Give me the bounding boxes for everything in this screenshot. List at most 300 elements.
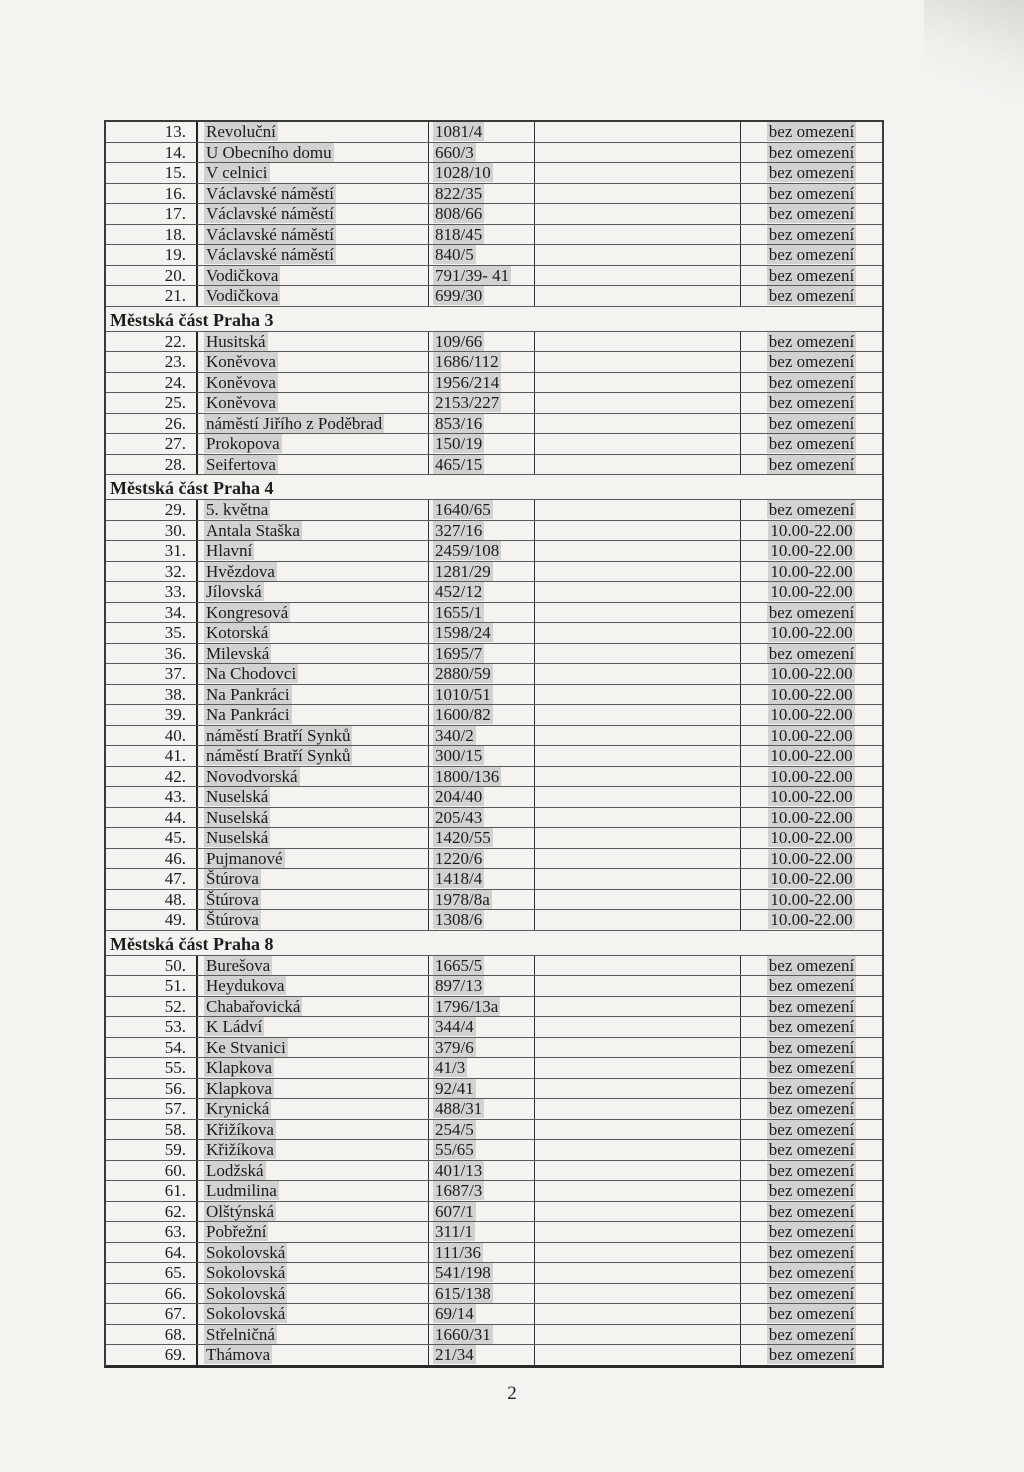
time-restriction — [740, 869, 882, 889]
empty-cell — [534, 204, 740, 224]
parcel-number — [428, 1058, 534, 1078]
section-heading: Městská část Praha 8 — [106, 931, 882, 956]
row-number: 56. — [164, 1078, 186, 1098]
empty-cell — [534, 956, 740, 976]
row-number: 19. — [164, 245, 186, 264]
street-name-text: Nuselská — [206, 787, 269, 806]
street-name-text: 5. května — [206, 500, 269, 519]
time-restriction-text: bez omezení — [768, 434, 855, 453]
parcel-number — [428, 414, 534, 434]
table-row — [106, 890, 882, 911]
street-name — [196, 414, 428, 434]
street-name-text: Pujmanové — [206, 848, 283, 868]
time-restriction — [740, 562, 882, 582]
table-row — [106, 746, 882, 767]
street-name-text: Štúrova — [206, 910, 259, 929]
street-name-text: Václavské náměstí — [206, 204, 334, 223]
parcel-number-text: 615/138 — [435, 1283, 491, 1303]
parcel-number-text: 254/5 — [435, 1119, 474, 1139]
empty-cell — [534, 434, 740, 454]
time-restriction — [740, 910, 882, 930]
street-name-text: Chabařovická — [206, 996, 301, 1016]
street-name-text: Hlavní — [206, 541, 253, 560]
parcel-number-text: 1956/214 — [435, 372, 500, 392]
empty-cell — [534, 373, 740, 393]
street-name-text: Sokolovská — [206, 1242, 286, 1262]
street-name — [196, 266, 428, 286]
time-restriction — [740, 956, 882, 976]
time-restriction — [740, 1202, 882, 1222]
empty-cell — [534, 1243, 740, 1263]
street-name-text: Antala Staška — [206, 520, 300, 540]
time-restriction-text: bez omezení — [768, 1304, 855, 1323]
empty-cell — [534, 767, 740, 787]
time-restriction — [740, 726, 882, 746]
street-name — [196, 163, 428, 183]
empty-cell — [534, 143, 740, 163]
parcel-number-text: 109/66 — [435, 331, 483, 351]
parcel-number-text: 1418/4 — [435, 869, 483, 888]
parcel-number-text: 69/14 — [435, 1304, 474, 1323]
table-row — [106, 705, 882, 726]
time-restriction — [740, 603, 882, 623]
parcel-number — [428, 1325, 534, 1345]
table-row — [106, 869, 882, 890]
table-row — [106, 1058, 882, 1079]
time-restriction — [740, 225, 882, 245]
time-restriction-text: bez omezení — [768, 996, 855, 1016]
time-restriction-text: 10.00-22.00 — [770, 910, 853, 929]
parcel-number — [428, 122, 534, 142]
row-number: 47. — [164, 869, 186, 888]
table-row — [106, 664, 882, 685]
parcel-number-text: 340/2 — [435, 725, 474, 745]
street-name-text: Sokolovská — [206, 1263, 286, 1282]
street-name — [196, 122, 428, 142]
parcel-number — [428, 1222, 534, 1242]
table-row — [106, 582, 882, 603]
street-name — [196, 541, 428, 561]
table-row — [106, 1181, 882, 1202]
table-row — [106, 1243, 882, 1264]
empty-cell — [534, 1202, 740, 1222]
table-row — [106, 455, 882, 476]
parcel-number-text: 111/36 — [435, 1242, 481, 1262]
street-name — [196, 849, 428, 869]
street-name — [196, 521, 428, 541]
row-number: 60. — [164, 1160, 186, 1180]
table-row — [106, 541, 882, 562]
street-name — [196, 1161, 428, 1181]
street-name — [196, 1120, 428, 1140]
time-restriction — [740, 204, 882, 224]
row-number: 37. — [164, 664, 186, 683]
row-number: 27. — [164, 434, 186, 453]
parcel-number-text: 311/1 — [435, 1222, 474, 1241]
parcel-number — [428, 500, 534, 520]
street-name-text: Krynická — [206, 1099, 270, 1118]
empty-cell — [534, 1263, 740, 1283]
empty-cell — [534, 828, 740, 848]
time-restriction-text: bez omezení — [768, 1222, 855, 1241]
street-name-text: Štúrova — [206, 869, 259, 888]
street-name — [196, 1181, 428, 1201]
street-name-text: Křižíkova — [206, 1119, 274, 1139]
parcel-number-text: 92/41 — [435, 1078, 474, 1098]
street-name-text: Sokolovská — [206, 1283, 286, 1303]
time-restriction — [740, 767, 882, 787]
table-row — [106, 603, 882, 624]
parcel-number — [428, 521, 534, 541]
parcel-number — [428, 746, 534, 766]
time-restriction-text: 10.00-22.00 — [770, 520, 853, 540]
street-name — [196, 808, 428, 828]
parcel-number — [428, 726, 534, 746]
parcel-number — [428, 143, 534, 163]
street-name-text: Na Pankráci — [206, 684, 290, 704]
parcel-number-text: 204/40 — [435, 787, 483, 806]
time-restriction — [740, 808, 882, 828]
street-name-text: Václavské náměstí — [206, 224, 334, 244]
street-name-text: Štúrova — [206, 889, 259, 909]
parcel-number-text: 1695/7 — [435, 643, 483, 663]
time-restriction — [740, 1161, 882, 1181]
street-name-text: Milevská — [206, 643, 270, 663]
street-name — [196, 1284, 428, 1304]
street-name-text: Klapkova — [206, 1078, 273, 1098]
time-restriction-text: bez omezení — [768, 1078, 855, 1098]
table-row — [106, 1099, 882, 1120]
parcel-number — [428, 1120, 534, 1140]
row-number: 46. — [164, 848, 186, 868]
table-row — [106, 500, 882, 521]
street-name-text: Heydukova — [206, 976, 285, 995]
empty-cell — [534, 225, 740, 245]
parcel-number-text: 822/35 — [435, 183, 483, 203]
table-row — [106, 1120, 882, 1141]
street-name — [196, 644, 428, 664]
parcel-number — [428, 849, 534, 869]
time-restriction-text: bez omezení — [768, 1160, 855, 1180]
street-name — [196, 997, 428, 1017]
empty-cell — [534, 1181, 740, 1201]
empty-cell — [534, 1140, 740, 1160]
time-restriction-text: bez omezení — [768, 183, 855, 203]
street-name-text: Kongresová — [206, 602, 289, 622]
parcel-number-text: 808/66 — [435, 204, 483, 223]
time-restriction — [740, 976, 882, 996]
time-restriction — [740, 1079, 882, 1099]
empty-cell — [534, 163, 740, 183]
empty-cell — [534, 1325, 740, 1345]
row-number: 58. — [164, 1119, 186, 1139]
time-restriction — [740, 393, 882, 413]
parcel-number-text: 344/4 — [435, 1017, 474, 1036]
time-restriction — [740, 828, 882, 848]
row-number: 24. — [164, 372, 186, 392]
time-restriction — [740, 1017, 882, 1037]
parcel-number-text: 1420/55 — [435, 828, 491, 847]
parcel-number-text: 660/3 — [435, 142, 474, 162]
empty-cell — [534, 808, 740, 828]
parcel-number-text: 1800/136 — [435, 766, 500, 786]
time-restriction-text: bez omezení — [768, 976, 855, 995]
empty-cell — [534, 1017, 740, 1037]
time-restriction — [740, 184, 882, 204]
parcel-number-text: 327/16 — [435, 520, 483, 540]
street-name — [196, 767, 428, 787]
street-name — [196, 828, 428, 848]
parcel-number-text: 2880/59 — [435, 664, 491, 683]
time-restriction — [740, 352, 882, 372]
time-restriction — [740, 434, 882, 454]
parcel-number — [428, 562, 534, 582]
time-restriction-text: 10.00-22.00 — [770, 848, 853, 868]
street-name — [196, 373, 428, 393]
time-restriction-text: bez omezení — [768, 1058, 855, 1077]
empty-cell — [534, 623, 740, 643]
street-name — [196, 204, 428, 224]
parcel-number — [428, 1202, 534, 1222]
street-name — [196, 1222, 428, 1242]
parcel-number-text: 1687/3 — [435, 1181, 483, 1200]
empty-cell — [534, 685, 740, 705]
row-number: 29. — [164, 500, 186, 519]
street-name — [196, 1202, 428, 1222]
empty-cell — [534, 184, 740, 204]
time-restriction — [740, 245, 882, 265]
empty-cell — [534, 976, 740, 996]
table-row — [106, 1345, 882, 1365]
parcel-number-text: 840/5 — [435, 245, 474, 264]
table-row — [106, 163, 882, 184]
empty-cell — [534, 541, 740, 561]
row-number: 64. — [164, 1242, 186, 1262]
time-restriction — [740, 163, 882, 183]
parcel-number — [428, 1140, 534, 1160]
street-name — [196, 1017, 428, 1037]
parcel-number-text: 150/19 — [435, 434, 483, 453]
street-name — [196, 1345, 428, 1365]
parcel-number — [428, 956, 534, 976]
table-row — [106, 393, 882, 414]
empty-cell — [534, 1222, 740, 1242]
empty-cell — [534, 726, 740, 746]
parcel-number — [428, 1304, 534, 1324]
table-row — [106, 685, 882, 706]
street-name-text: Vodičkova — [206, 265, 279, 285]
table-row — [106, 122, 882, 143]
row-number: 18. — [164, 224, 186, 244]
street-name — [196, 1263, 428, 1283]
parcel-number-text: 818/45 — [435, 224, 483, 244]
parcel-number — [428, 245, 534, 265]
time-restriction-text: bez omezení — [768, 602, 855, 622]
table-row — [106, 204, 882, 225]
parcel-number — [428, 266, 534, 286]
parcel-number — [428, 455, 534, 475]
parcel-number-text: 1665/5 — [435, 955, 483, 975]
parcel-number — [428, 603, 534, 623]
street-name-text: Střelničná — [206, 1324, 275, 1344]
time-restriction-text: 10.00-22.00 — [770, 746, 853, 765]
row-number: 41. — [164, 746, 186, 765]
empty-cell — [534, 1099, 740, 1119]
parcel-number-text: 21/34 — [435, 1345, 474, 1364]
table-row — [106, 997, 882, 1018]
parcel-number — [428, 352, 534, 372]
row-number: 51. — [164, 976, 186, 995]
street-name-text: Revoluční — [206, 122, 276, 141]
row-number: 69. — [164, 1345, 186, 1364]
table-row — [106, 434, 882, 455]
street-name — [196, 726, 428, 746]
table-row — [106, 849, 882, 870]
empty-cell — [534, 500, 740, 520]
row-number: 65. — [164, 1263, 186, 1282]
parcel-number — [428, 1263, 534, 1283]
parcel-number — [428, 1243, 534, 1263]
street-name — [196, 1038, 428, 1058]
parcel-number — [428, 787, 534, 807]
empty-cell — [534, 1161, 740, 1181]
table-row — [106, 286, 882, 307]
time-restriction-text: 10.00-22.00 — [770, 582, 853, 601]
time-restriction-text: 10.00-22.00 — [770, 869, 853, 888]
time-restriction-text: bez omezení — [768, 286, 855, 305]
empty-cell — [534, 1304, 740, 1324]
table-row — [106, 623, 882, 644]
time-restriction — [740, 521, 882, 541]
empty-cell — [534, 562, 740, 582]
empty-cell — [534, 910, 740, 930]
parcel-number — [428, 890, 534, 910]
parcel-number — [428, 869, 534, 889]
street-name-text: V celnici — [206, 163, 268, 182]
street-name-text: náměstí Bratří Synků — [206, 725, 351, 745]
parcel-number-text: 1028/10 — [435, 163, 491, 182]
table-row — [106, 225, 882, 246]
street-name-text: Prokopova — [206, 434, 280, 453]
street-name-text: Novodvorská — [206, 766, 298, 786]
time-restriction-text: 10.00-22.00 — [770, 623, 853, 642]
parcel-number — [428, 664, 534, 684]
row-number: 15. — [164, 163, 186, 182]
time-restriction — [740, 414, 882, 434]
street-name-text: Křižíkova — [206, 1140, 274, 1159]
time-restriction — [740, 332, 882, 352]
time-restriction — [740, 1304, 882, 1324]
parcel-number — [428, 997, 534, 1017]
empty-cell — [534, 787, 740, 807]
table-row — [106, 266, 882, 287]
table-row — [106, 976, 882, 997]
time-restriction-text: 10.00-22.00 — [770, 766, 853, 786]
street-name — [196, 286, 428, 306]
time-restriction-text: bez omezení — [768, 1345, 855, 1364]
section-heading: Městská část Praha 3 — [106, 307, 882, 332]
parcel-number — [428, 685, 534, 705]
time-restriction-text: 10.00-22.00 — [770, 664, 853, 683]
table-row — [106, 562, 882, 583]
street-name — [196, 184, 428, 204]
row-number: 35. — [164, 623, 186, 642]
parcel-number — [428, 1038, 534, 1058]
parcel-number-text: 1598/24 — [435, 623, 491, 642]
time-restriction-text: bez omezení — [768, 1283, 855, 1303]
row-number: 14. — [164, 142, 186, 162]
table-row — [106, 726, 882, 747]
table-row — [106, 1079, 882, 1100]
street-name-text: Klapkova — [206, 1058, 273, 1077]
parcel-number-text: 205/43 — [435, 807, 483, 827]
row-number: 62. — [164, 1201, 186, 1221]
parcel-number — [428, 582, 534, 602]
street-name — [196, 562, 428, 582]
row-number: 36. — [164, 643, 186, 663]
empty-cell — [534, 705, 740, 725]
table-row — [106, 1038, 882, 1059]
street-name — [196, 393, 428, 413]
street-name — [196, 1325, 428, 1345]
time-restriction-text: bez omezení — [768, 1263, 855, 1282]
street-name-text: Olštýnská — [206, 1201, 274, 1221]
street-name — [196, 1304, 428, 1324]
table-row — [106, 245, 882, 266]
parcel-number-text: 853/16 — [435, 413, 483, 433]
time-restriction — [740, 787, 882, 807]
empty-cell — [534, 1120, 740, 1140]
row-number: 66. — [164, 1283, 186, 1303]
table-row — [106, 1202, 882, 1223]
time-restriction — [740, 997, 882, 1017]
street-name-text: Vodičkova — [206, 286, 279, 305]
street-name — [196, 664, 428, 684]
parcel-number — [428, 1181, 534, 1201]
empty-cell — [534, 1284, 740, 1304]
time-restriction — [740, 1099, 882, 1119]
parcel-number — [428, 163, 534, 183]
table-row — [106, 1284, 882, 1305]
street-name — [196, 1243, 428, 1263]
empty-cell — [534, 393, 740, 413]
parcel-number — [428, 828, 534, 848]
parcel-number — [428, 434, 534, 454]
time-restriction — [740, 644, 882, 664]
time-restriction — [740, 1222, 882, 1242]
parcel-number — [428, 1161, 534, 1181]
street-name — [196, 500, 428, 520]
time-restriction-text: bez omezení — [768, 955, 855, 975]
time-restriction — [740, 1140, 882, 1160]
empty-cell — [534, 266, 740, 286]
time-restriction — [740, 122, 882, 142]
parcel-number — [428, 1099, 534, 1119]
time-restriction-text: 10.00-22.00 — [770, 787, 853, 806]
row-number: 28. — [164, 454, 186, 474]
table-row — [106, 1263, 882, 1284]
table-row — [106, 1140, 882, 1161]
parcel-number — [428, 705, 534, 725]
street-name — [196, 976, 428, 996]
empty-cell — [534, 644, 740, 664]
time-restriction-text: 10.00-22.00 — [770, 807, 853, 827]
street-name-text: Václavské náměstí — [206, 183, 334, 203]
street-name-text: Koněvova — [206, 372, 276, 392]
empty-cell — [534, 1079, 740, 1099]
time-restriction-text: bez omezení — [768, 393, 855, 412]
table-row — [106, 787, 882, 808]
